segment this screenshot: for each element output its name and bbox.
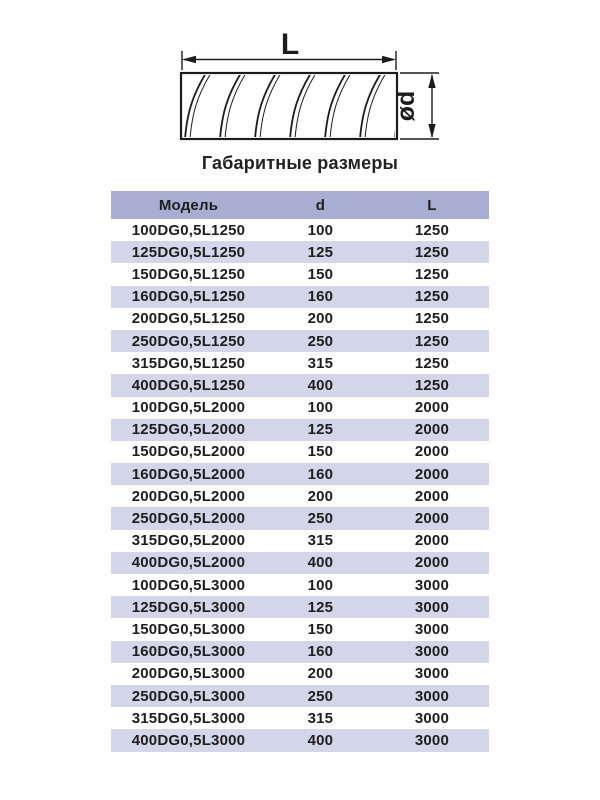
table-row [111, 219, 489, 241]
cell-model: 100DG0,5L3000 [131, 576, 246, 594]
cell-length: 1250 [414, 332, 449, 350]
cell-d: 400 [307, 554, 334, 572]
cell-model: 125DG0,5L1250 [131, 243, 246, 261]
cell-d: 315 [307, 532, 334, 550]
cell-d: 200 [307, 310, 334, 328]
cell-model: 200DG0,5L3000 [131, 665, 246, 683]
cell-length: 1250 [414, 376, 449, 394]
cell-d: 250 [307, 510, 334, 528]
cell-model: 250DG0,5L3000 [131, 687, 246, 705]
cell-model: 160DG0,5L1250 [131, 288, 246, 306]
cell-d: 160 [307, 288, 334, 306]
cell-length: 2000 [414, 554, 449, 572]
duct-body [181, 73, 397, 139]
cell-model: 125DG0,5L2000 [131, 421, 246, 439]
section-title: Габаритные размеры [201, 153, 399, 173]
cell-d: 400 [307, 731, 334, 749]
cell-model: 400DG0,5L1250 [131, 376, 246, 394]
cell-d: 160 [307, 465, 334, 483]
cell-model: 160DG0,5L2000 [131, 465, 246, 483]
cell-model: 400DG0,5L3000 [131, 731, 246, 749]
cell-model: 100DG0,5L2000 [131, 399, 246, 417]
cell-length: 2000 [414, 465, 449, 483]
cell-model: 250DG0,5L2000 [131, 510, 246, 528]
cell-model: 400DG0,5L2000 [131, 554, 246, 572]
cell-model: 150DG0,5L1250 [131, 265, 246, 283]
table-row [111, 463, 489, 485]
cell-d: 100 [307, 221, 334, 239]
cell-model: 100DG0,5L1250 [131, 221, 246, 239]
cell-length: 1250 [414, 221, 449, 239]
table-row [111, 352, 489, 374]
cell-d: 250 [307, 332, 334, 350]
cell-length: 1250 [414, 243, 449, 261]
cell-length: 3000 [414, 598, 449, 616]
cell-length: 3000 [414, 620, 449, 638]
table-row [111, 419, 489, 441]
cell-d: 125 [307, 598, 334, 616]
cell-length: 2000 [414, 487, 449, 505]
cell-d: 315 [307, 354, 334, 372]
cell-length: 3000 [414, 709, 449, 727]
table-body [111, 219, 489, 752]
cell-model: 315DG0,5L3000 [131, 709, 246, 727]
cell-d: 100 [307, 576, 334, 594]
cell-d: 315 [307, 709, 334, 727]
table-row [111, 618, 489, 640]
cell-model: 160DG0,5L3000 [131, 643, 246, 661]
header-cell-l: L [427, 196, 437, 214]
cell-d: 200 [307, 665, 334, 683]
cell-length: 3000 [414, 665, 449, 683]
cell-d: 160 [307, 643, 334, 661]
cell-length: 3000 [414, 731, 449, 749]
header-cell-model: Модель [158, 196, 219, 214]
cell-model: 315DG0,5L2000 [131, 532, 246, 550]
table-row [111, 663, 489, 685]
length-label: L [280, 28, 300, 61]
table-row [111, 374, 489, 396]
table-row [111, 330, 489, 352]
table-row [111, 263, 489, 285]
cell-model: 150DG0,5L3000 [131, 620, 246, 638]
table-row [111, 286, 489, 308]
table-row [111, 552, 489, 574]
cell-length: 2000 [414, 421, 449, 439]
cell-length: 3000 [414, 687, 449, 705]
cell-length: 2000 [414, 443, 449, 461]
diameter-label: ød [392, 90, 420, 122]
cell-length: 1250 [414, 265, 449, 283]
cell-model: 250DG0,5L1250 [131, 332, 246, 350]
cell-d: 150 [307, 265, 334, 283]
cell-d: 150 [307, 443, 334, 461]
cell-d: 400 [307, 376, 334, 394]
cell-length: 2000 [414, 510, 449, 528]
cell-length: 1250 [414, 354, 449, 372]
cell-length: 2000 [414, 532, 449, 550]
table-row [111, 507, 489, 529]
cell-model: 315DG0,5L1250 [131, 354, 246, 372]
cell-d: 100 [307, 399, 334, 417]
table-row [111, 241, 489, 263]
cell-model: 200DG0,5L2000 [131, 487, 246, 505]
cell-length: 2000 [414, 399, 449, 417]
table-row [111, 308, 489, 330]
header-cell-d: d [315, 196, 326, 214]
cell-length: 3000 [414, 643, 449, 661]
table-row [111, 397, 489, 419]
cell-d: 150 [307, 620, 334, 638]
cell-length: 1250 [414, 310, 449, 328]
cell-d: 200 [307, 487, 334, 505]
table-row [111, 485, 489, 507]
table-row [111, 530, 489, 552]
table-row [111, 441, 489, 463]
dimensions-table [111, 191, 489, 752]
table-row [111, 574, 489, 596]
table-row [111, 596, 489, 618]
table-row [111, 685, 489, 707]
cell-model: 125DG0,5L3000 [131, 598, 246, 616]
table-header-row [111, 191, 489, 219]
table-row [111, 707, 489, 729]
cell-length: 3000 [414, 576, 449, 594]
cell-length: 1250 [414, 288, 449, 306]
table-row [111, 641, 489, 663]
cell-d: 125 [307, 243, 334, 261]
cell-d: 250 [307, 687, 334, 705]
cell-model: 150DG0,5L2000 [131, 443, 246, 461]
table-row [111, 729, 489, 751]
cell-d: 125 [307, 421, 334, 439]
cell-model: 200DG0,5L1250 [131, 310, 246, 328]
